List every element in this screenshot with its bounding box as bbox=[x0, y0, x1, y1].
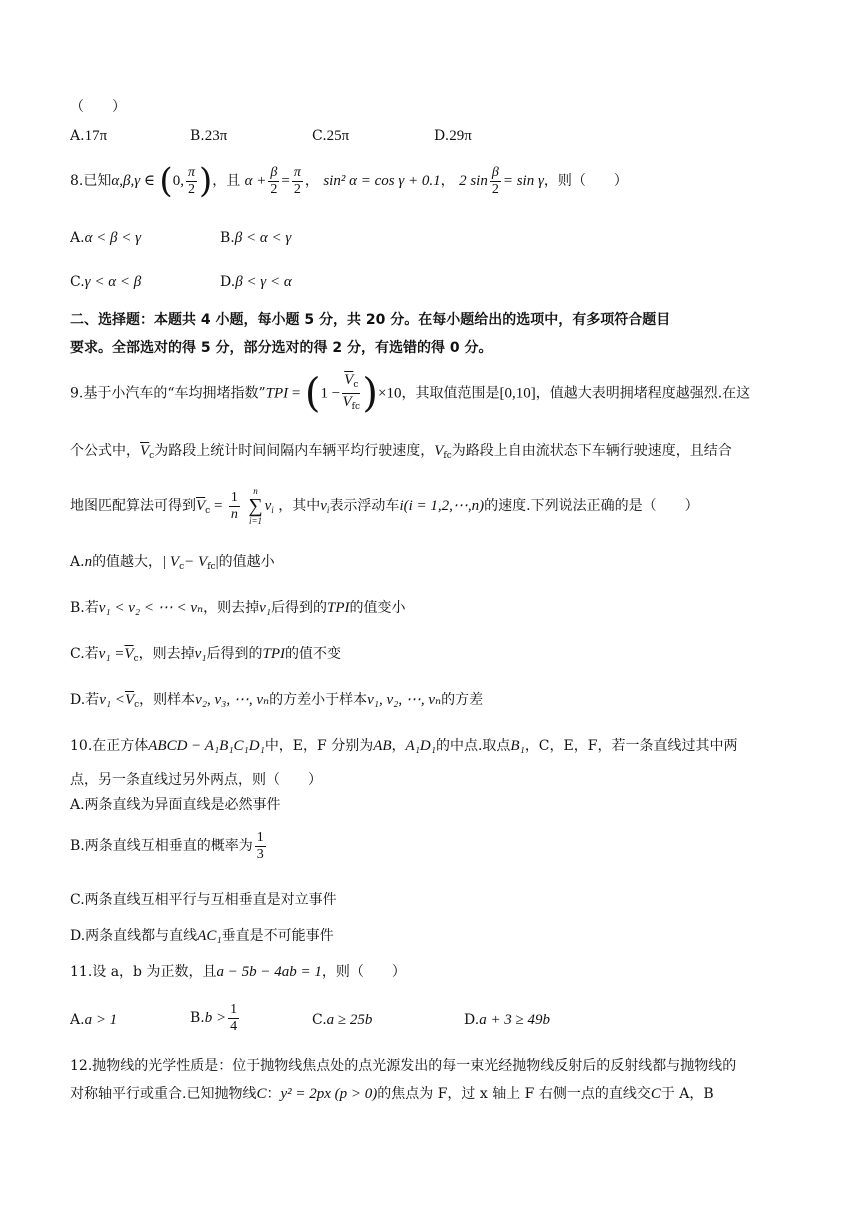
fraction: $\frac{\overline{V}_c}{V_{fc}}$ bbox=[342, 372, 361, 412]
q11-stem: 11.设 a，b 为正数，且a − 5b − 4ab = 1，则（ ） bbox=[70, 964, 406, 980]
fraction: $\frac{1}{3}$ bbox=[256, 829, 264, 862]
fraction: $\frac{\beta}{2}$ bbox=[491, 164, 499, 197]
q7-option-d: D.29π bbox=[434, 128, 472, 144]
q9-line3: 地图匹配算法可得到$\overline{V}_c$ = $\frac{1}{n}$ n ∑ i=1 $v_i$ ，其中$v_i$表示浮动车i(i = 1,2,⋯,n)的速度.下列说法正确的是（ ） bbox=[70, 486, 699, 526]
section2-heading-line1: 二、选择题：本题共 4 小题，每小题 5 分，共 20 分。在每小题给出的选项中，有多项符合题目 bbox=[70, 312, 671, 328]
q9-line2: 个公式中，$\overline{V}_c$为路段上统计时间间隔内车辆平均行驶速度，$V_{fc}$为路段上自由流状态下车辆行驶速度，且结合 bbox=[70, 443, 732, 461]
q10-line1: 10.在正方体ABCD − A₁B₁C₁D₁中，E，F 分别为AB，A₁D₁的中点.取点B₁，C，E，F，若一条直线过其中两 bbox=[70, 738, 738, 754]
q9-line1: 9.基于小汽车的“车均拥堵指数”TPI = (1 − $\frac{\overline{V}_c}{V_{fc}}$ )×10，其取值范围是[0,10]，值越大表明拥堵程度越强烈.在这 bbox=[70, 370, 751, 417]
summation: n ∑ i=1 bbox=[248, 486, 263, 526]
q12-line1: 12.抛物线的光学性质是：位于抛物线焦点处的点光源发出的每一束光经抛物线反射后的反射线都与抛物线的 bbox=[70, 1058, 737, 1074]
q9-option-d: D.若$v_1 <\overline{V}_c$，则样本v₂, v₃, ⋯, vₙ的方差小于样本v₁, v₂, ⋯, vₙ的方差 bbox=[70, 692, 484, 710]
q8-option-b: B.β < α < γ bbox=[220, 230, 292, 246]
q10-option-b: B.两条直线互相垂直的概率为 $\frac{1}{3}$ bbox=[70, 829, 264, 862]
q8-option-d: D.β < γ < α bbox=[220, 274, 292, 290]
q10-option-c: C.两条直线互相平行与互相垂直是对立事件 bbox=[70, 892, 337, 908]
q7-option-a: A.17π bbox=[70, 128, 108, 144]
q8-stem: 8.已知α,β,γ ∈ (0, $\frac{\pi}{2}$ )，且 α + $\frac{\beta}{2}$ = $\frac{\pi}{2}$ ， sin² α = cos γ + 0.1， 2 sin $\frac{\beta}{2}$ = sin γ，则（ ） bbox=[70, 161, 628, 201]
q7-answer-paren: （ ） bbox=[70, 99, 126, 115]
q8-option-c: C.γ < α < β bbox=[70, 274, 142, 290]
fraction: $\frac{1}{n}$ bbox=[230, 489, 238, 522]
q10-option-a: A.两条直线为异面直线是必然事件 bbox=[70, 797, 281, 813]
q9-option-c: C.若$v_1 =\overline{V}_c$，则去掉v₁后得到的TPI的值不变 bbox=[70, 646, 342, 664]
section2-heading-line2: 要求。全部选对的得 5 分，部分选对的得 2 分，有选错的得 0 分。 bbox=[70, 340, 493, 356]
q9-option-b: B.若v₁ < v₂ < ⋯ < vₙ，则去掉v₁后得到的TPI的值变小 bbox=[70, 600, 406, 616]
q7-option-c: C.25π bbox=[312, 128, 350, 144]
q11-option-c: C.a ≥ 25b bbox=[312, 1012, 373, 1028]
fraction: $\frac{1}{4}$ bbox=[230, 1001, 238, 1034]
q11-option-d: D.a + 3 ≥ 49b bbox=[464, 1012, 551, 1028]
q10-option-d: D.两条直线都与直线AC₁垂直是不可能事件 bbox=[70, 928, 334, 944]
q11-option-b: B.b > $\frac{1}{4}$ bbox=[190, 1001, 238, 1034]
q12-line2: 对称轴平行或重合.已知抛物线C：y² = 2px (p > 0)的焦点为 F，过 x 轴上 F 右侧一点的直线交C于 A，B bbox=[70, 1086, 714, 1102]
q11-option-a: A.a > 1 bbox=[70, 1012, 118, 1028]
fraction: $\frac{\beta}{2}$ bbox=[270, 164, 278, 197]
q10-line2: 点，另一条直线过另外两点，则（ ） bbox=[70, 772, 322, 788]
fraction: $\frac{\pi}{2}$ bbox=[187, 164, 195, 197]
q7-option-b: B.23π bbox=[190, 128, 228, 144]
q8-option-a: A.α < β < γ bbox=[70, 230, 142, 246]
fraction: $\frac{\pi}{2}$ bbox=[293, 164, 301, 197]
q9-option-a: A.n的值越大，| $V_c- V_{fc}|$的值越小 bbox=[70, 554, 275, 572]
